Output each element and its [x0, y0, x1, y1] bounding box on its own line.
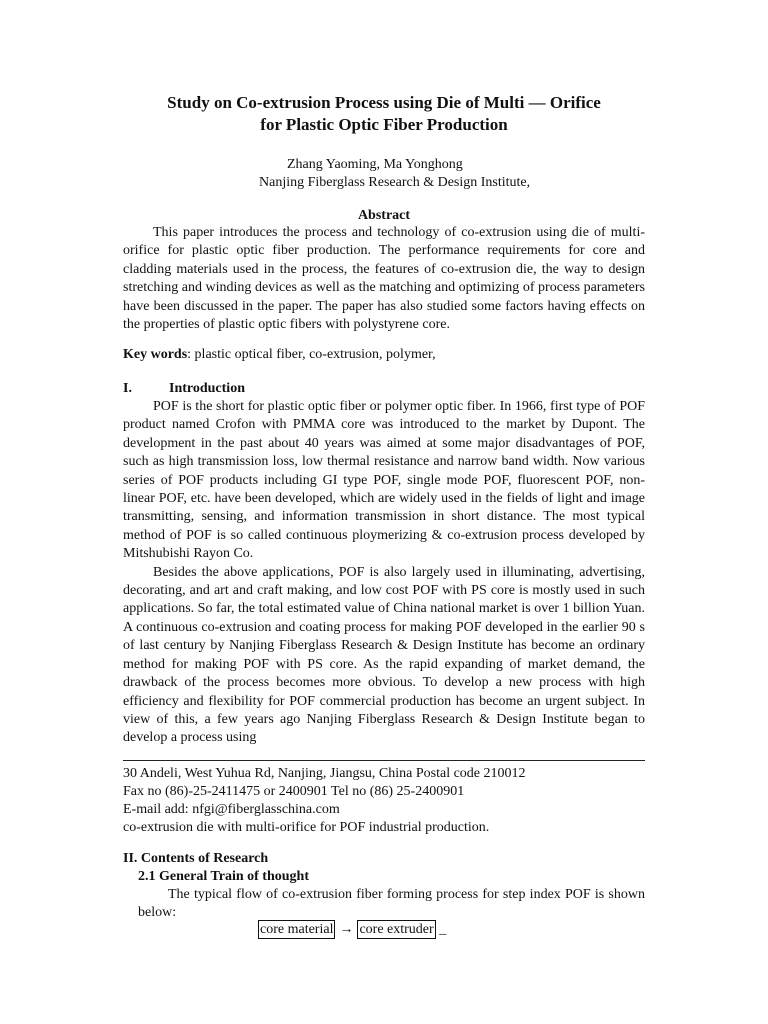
footer-continuation: co-extrusion die with multi-orifice for POF industrial production. [123, 820, 490, 835]
flow-box-core-material: core material [260, 922, 334, 937]
section-2-heading: II. Contents of Research [123, 851, 269, 866]
author-affiliation: Nanjing Fiberglass Research & Design Institute, [259, 175, 531, 190]
keywords-text: : plastic optical fiber, co-extrusion, polymer, [187, 347, 436, 362]
flow-box-core-extruder: core extruder [359, 922, 434, 937]
flow-intro-paragraph: The typical flow of co-extrusion fiber forming process for step index POF is shown below: [138, 887, 645, 921]
subsection-2-1-heading: 2.1 General Train of thought [138, 869, 309, 884]
abstract-heading: Abstract [357, 208, 411, 223]
section-1-title: Introduction [169, 381, 245, 396]
abstract-body [123, 224, 645, 334]
title-line-2: for Plastic Optic Fiber Production [260, 115, 508, 134]
title-line-1: Study on Co-extrusion Process using Die of Multi — Orifice [167, 93, 601, 112]
process-flow-diagram [258, 920, 446, 939]
flow-tail: _ [439, 922, 447, 937]
keywords-line [123, 346, 436, 364]
keywords-label: Key words [123, 347, 188, 362]
intro-paragraph-2: Besides the above applications, POF is also largely used in illuminating, advertising, decorating, and art and craft making, and low cost POF with PS core is mostly used in such applications. So far, the total estimated value of China national market is over 1 billion Yuan. A continuous co-extrusion and coating process for making POF developed in the earlier 90 s of last century by Nanjing Fiberglass Research & Design Institute has become an ordinary method for making POF with PS core. As the rapid expanding of market demand, the drawback of the process becomes more obvious. To develop a new process with high efficiency and flexibility for POF commercial production has become an urgent subject. In view of this, a few years ago Nanjing Fiberglass Research & Design Institute began to develop a process using [123, 564, 645, 746]
flow-arrow-icon: → [339, 922, 354, 937]
author-names: Zhang Yaoming, Ma Yonghong [287, 157, 463, 172]
section-1-number: I. [123, 381, 132, 396]
footer-address: 30 Andeli, West Yuhua Rd, Nanjing, Jiangsu, China Postal code 210012 [123, 766, 526, 781]
introduction-body [123, 398, 645, 748]
abstract-paragraph: This paper introduces the process and technology of co-extrusion using die of multi-orifice for plastic optic fiber production. The performance requirements for core and cladding materials used in the process, the features of co-extrusion die, the way to design stretching and winding devices as well as the matching and optimizing of process parameters have been discussed in the paper. The paper has also studied some factors having effects on the properties of plastic optic fibers with polystyrene core. [123, 225, 645, 333]
footer-email: E-mail add: nfgi@fiberglasschina.com [123, 802, 340, 817]
intro-paragraph-1: POF is the short for plastic optic fiber or polymer optic fiber. In 1966, first type of POF product named Crofon with PMMA core was introduced to the market by Dupont. The development in the past about 40 years was aimed at some major disadvantages of POF, such as high transmission loss, low thermal resistance and narrow band width. Now various series of POF products including GI type POF, single mode POF, fluorescent POF, non-linear POF, etc. have been developed, which are widely used in the fields of light and image transmitting, sensing, and information transmission in short distance. The most typical method of POF is so called continuous ploymerizing & co-extrusion process developed by Mitshubishi Rayon Co. [123, 399, 645, 562]
footnote-divider [123, 760, 645, 761]
section-1-heading [123, 380, 245, 398]
flow-intro-body [138, 886, 645, 923]
footer-fax: Fax no (86)-25-2411475 or 2400901 Tel no (86) 25-2400901 [123, 784, 465, 799]
paper-title [0, 92, 768, 136]
footnote-block [123, 765, 526, 837]
